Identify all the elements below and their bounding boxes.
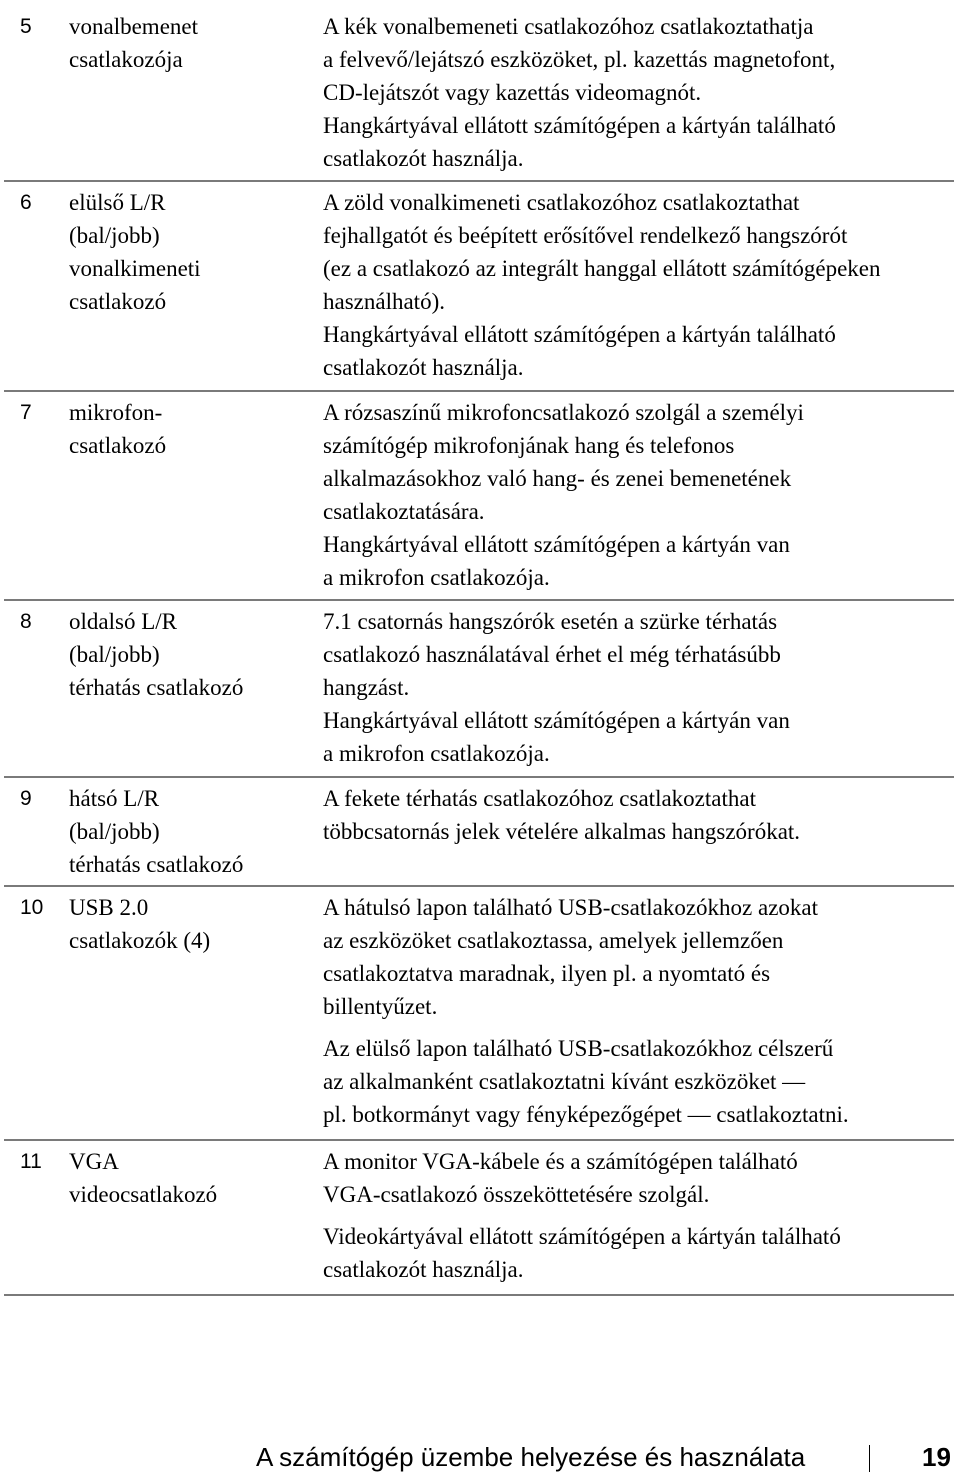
item-number: 10 — [20, 896, 44, 919]
description-line: a mikrofon csatlakozója. — [323, 741, 550, 766]
item-label-line: hátsó L/R — [69, 786, 160, 811]
description-line: csatlakozót használja. — [323, 355, 524, 380]
description-line: A hátulsó lapon található USB-csatlakozókhoz azokat — [323, 895, 819, 920]
description-paragraph — [323, 891, 954, 1023]
description-line: csatlakoztatva maradnak, ilyen pl. a nyomtató és — [323, 961, 771, 986]
description-line: A zöld vonalkimeneti csatlakozóhoz csatlakoztathat — [323, 190, 800, 215]
item-label — [50, 601, 323, 776]
item-label — [50, 1141, 323, 1294]
item-label-line: elülső L/R — [69, 190, 166, 215]
table-row — [4, 601, 954, 778]
description-line: Hangkártyával ellátott számítógépen a kártyán van — [323, 708, 790, 733]
description-line: A fekete térhatás csatlakozóhoz csatlakoztathat — [323, 786, 756, 811]
description-paragraph — [323, 605, 954, 770]
footer-title: A számítógép üzembe helyezése és használata — [256, 1442, 806, 1472]
description-line: hangzást. — [323, 675, 410, 700]
description-line: csatlakozó használatával érhet el még térhatásúbb — [323, 642, 781, 667]
description-line: használható). — [323, 289, 445, 314]
item-label-line: csatlakozója — [69, 47, 183, 72]
description-line: csatlakoztatására. — [323, 499, 485, 524]
description-paragraph — [323, 10, 954, 175]
item-number: 7 — [20, 401, 32, 424]
item-label — [50, 6, 323, 180]
item-label-line: (bal/jobb) — [69, 223, 160, 248]
item-number: 11 — [20, 1150, 42, 1173]
table-row — [4, 778, 954, 887]
item-label — [50, 182, 323, 390]
description-line: az alkalmanként csatlakoztatni kívánt eszközöket — — [323, 1069, 806, 1094]
item-label-line: (bal/jobb) — [69, 819, 160, 844]
description-line: Videokártyával ellátott számítógépen a kártyán található — [323, 1224, 841, 1249]
item-label-line: mikrofon- — [69, 400, 163, 425]
item-number: 9 — [20, 787, 32, 810]
item-number: 6 — [20, 191, 32, 214]
item-label-line: térhatás csatlakozó — [69, 852, 244, 877]
item-label-line: csatlakozók (4) — [69, 928, 211, 953]
item-label — [50, 392, 323, 599]
description-paragraph — [323, 396, 954, 594]
item-label-line: (bal/jobb) — [69, 642, 160, 667]
item-description — [323, 887, 954, 1139]
description-line: az eszközöket csatlakoztassa, amelyek jellemzően — [323, 928, 784, 953]
description-line: fejhallgatót és beépített erősítővel rendelkező hangszórót — [323, 223, 848, 248]
description-line: Hangkártyával ellátott számítógépen a kártyán található — [323, 322, 836, 347]
item-label — [50, 778, 323, 885]
item-description — [323, 6, 954, 180]
description-line: a mikrofon csatlakozója. — [323, 565, 550, 590]
item-description — [323, 601, 954, 776]
description-line: A kék vonalbemeneti csatlakozóhoz csatlakoztathatja — [323, 14, 814, 39]
description-line: többcsatornás jelek vételére alkalmas hangszórókat. — [323, 819, 801, 844]
description-line: számítógép mikrofonjának hang és telefonos — [323, 433, 735, 458]
item-description — [323, 778, 954, 885]
page-number: 19 — [922, 1442, 951, 1472]
description-paragraph — [323, 1220, 954, 1286]
item-number: 8 — [20, 610, 32, 633]
item-label-line: csatlakozó — [69, 289, 167, 314]
description-line: alkalmazásokhoz való hang- és zenei bemenetének — [323, 466, 792, 491]
table-row — [4, 887, 954, 1141]
description-line: billentyűzet. — [323, 994, 438, 1019]
item-label-line: vonalkimeneti — [69, 256, 201, 281]
description-line: A monitor VGA-kábele és a számítógépen található — [323, 1149, 798, 1174]
description-line: (ez a csatlakozó az integrált hanggal ellátott számítógépeken — [323, 256, 881, 281]
description-paragraph — [323, 782, 954, 848]
description-line: pl. botkormányt vagy fényképezőgépet — csatlakoztatni. — [323, 1102, 849, 1127]
description-line: 7.1 csatornás hangszórók esetén a szürke térhatás — [323, 609, 778, 634]
table-row — [4, 6, 954, 182]
description-line: Hangkártyával ellátott számítógépen a kártyán található — [323, 113, 836, 138]
connector-table — [4, 6, 954, 1296]
item-label-line: csatlakozó — [69, 433, 167, 458]
description-line: csatlakozót használja. — [323, 1257, 524, 1282]
description-line: Hangkártyával ellátott számítógépen a kártyán van — [323, 532, 790, 557]
item-label-line: videocsatlakozó — [69, 1182, 218, 1207]
item-label-line: vonalbemenet — [69, 14, 199, 39]
table-row — [4, 182, 954, 392]
table-row — [4, 1141, 954, 1296]
item-label-line: VGA — [69, 1149, 119, 1174]
item-description — [323, 392, 954, 599]
table-row — [4, 392, 954, 601]
description-line: Az elülső lapon található USB-csatlakozókhoz célszerű — [323, 1036, 834, 1061]
description-line: a felvevő/lejátszó eszközöket, pl. kazettás magnetofont, — [323, 47, 836, 72]
description-paragraph — [323, 186, 954, 384]
item-description — [323, 182, 954, 390]
item-label — [50, 887, 323, 1139]
item-label-line: térhatás csatlakozó — [69, 675, 244, 700]
description-line: csatlakozót használja. — [323, 146, 524, 171]
description-line: A rózsaszínű mikrofoncsatlakozó szolgál a személyi — [323, 400, 804, 425]
footer-divider — [869, 1445, 870, 1472]
item-label-line: USB 2.0 — [69, 895, 149, 920]
description-paragraph — [323, 1032, 954, 1131]
item-description — [323, 1141, 954, 1294]
description-line: VGA-csatlakozó összeköttetésére szolgál. — [323, 1182, 710, 1207]
description-paragraph — [323, 1145, 954, 1211]
item-label-line: oldalsó L/R — [69, 609, 177, 634]
item-number: 5 — [20, 15, 32, 38]
description-line: CD-lejátszót vagy kazettás videomagnót. — [323, 80, 702, 105]
